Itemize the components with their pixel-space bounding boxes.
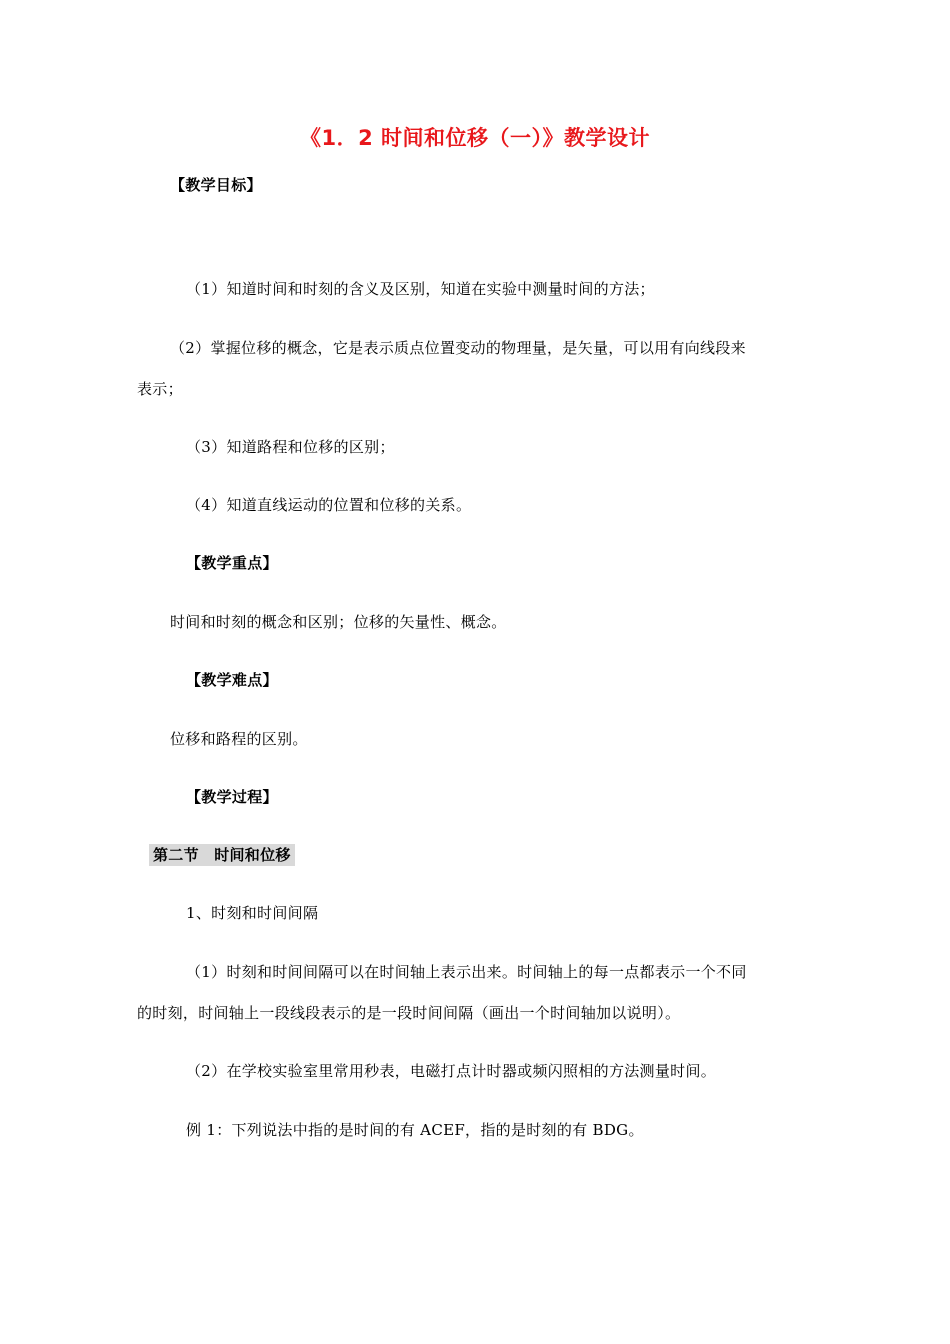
teaching-process-heading: 【教学过程】 [186,788,278,806]
subsection-heading: 1、时刻和时间间隔 [186,904,319,922]
goal-item-4: （4）知道直线运动的位置和位移的关系。 [186,496,472,514]
paragraph-1-line-2: 的时刻，时间轴上一段线段表示的是一段时间间隔（画出一个时间轴加以说明）。 [137,1004,681,1022]
teaching-goals-heading: 【教学目标】 [170,176,262,194]
document-title: 《1．2 时间和位移（一）》教学设计 [299,126,651,150]
difficulties-text: 位移和路程的区别。 [170,730,308,748]
paragraph-2: （2）在学校实验室里常用秒表，电磁打点计时器或频闪照相的方法测量时间。 [186,1062,717,1080]
paragraph-1-line-1: （1）时刻和时间间隔可以在时间轴上表示出来。时间轴上的每一点都表示一个不同 [186,963,747,981]
key-points-heading: 【教学重点】 [186,554,278,572]
difficulties-heading: 【教学难点】 [186,671,278,689]
key-points-text: 时间和时刻的概念和区别；位移的矢量性、概念。 [170,613,507,631]
section-tag: 第二节 时间和位移 [149,844,295,866]
goal-item-1: （1）知道时间和时刻的含义及区别，知道在实验中测量时间的方法； [186,280,655,298]
goal-item-2-line-1: （2）掌握位移的概念，它是表示质点位置变动的物理量，是矢量，可以用有向线段来 [170,339,746,357]
example-1: 例 1：下列说法中指的是时间的有 ACEF，指的是时刻的有 BDG。 [186,1121,644,1139]
goal-item-3: （3）知道路程和位移的区别； [186,438,395,456]
goal-item-2-line-2: 表示； [137,380,183,398]
